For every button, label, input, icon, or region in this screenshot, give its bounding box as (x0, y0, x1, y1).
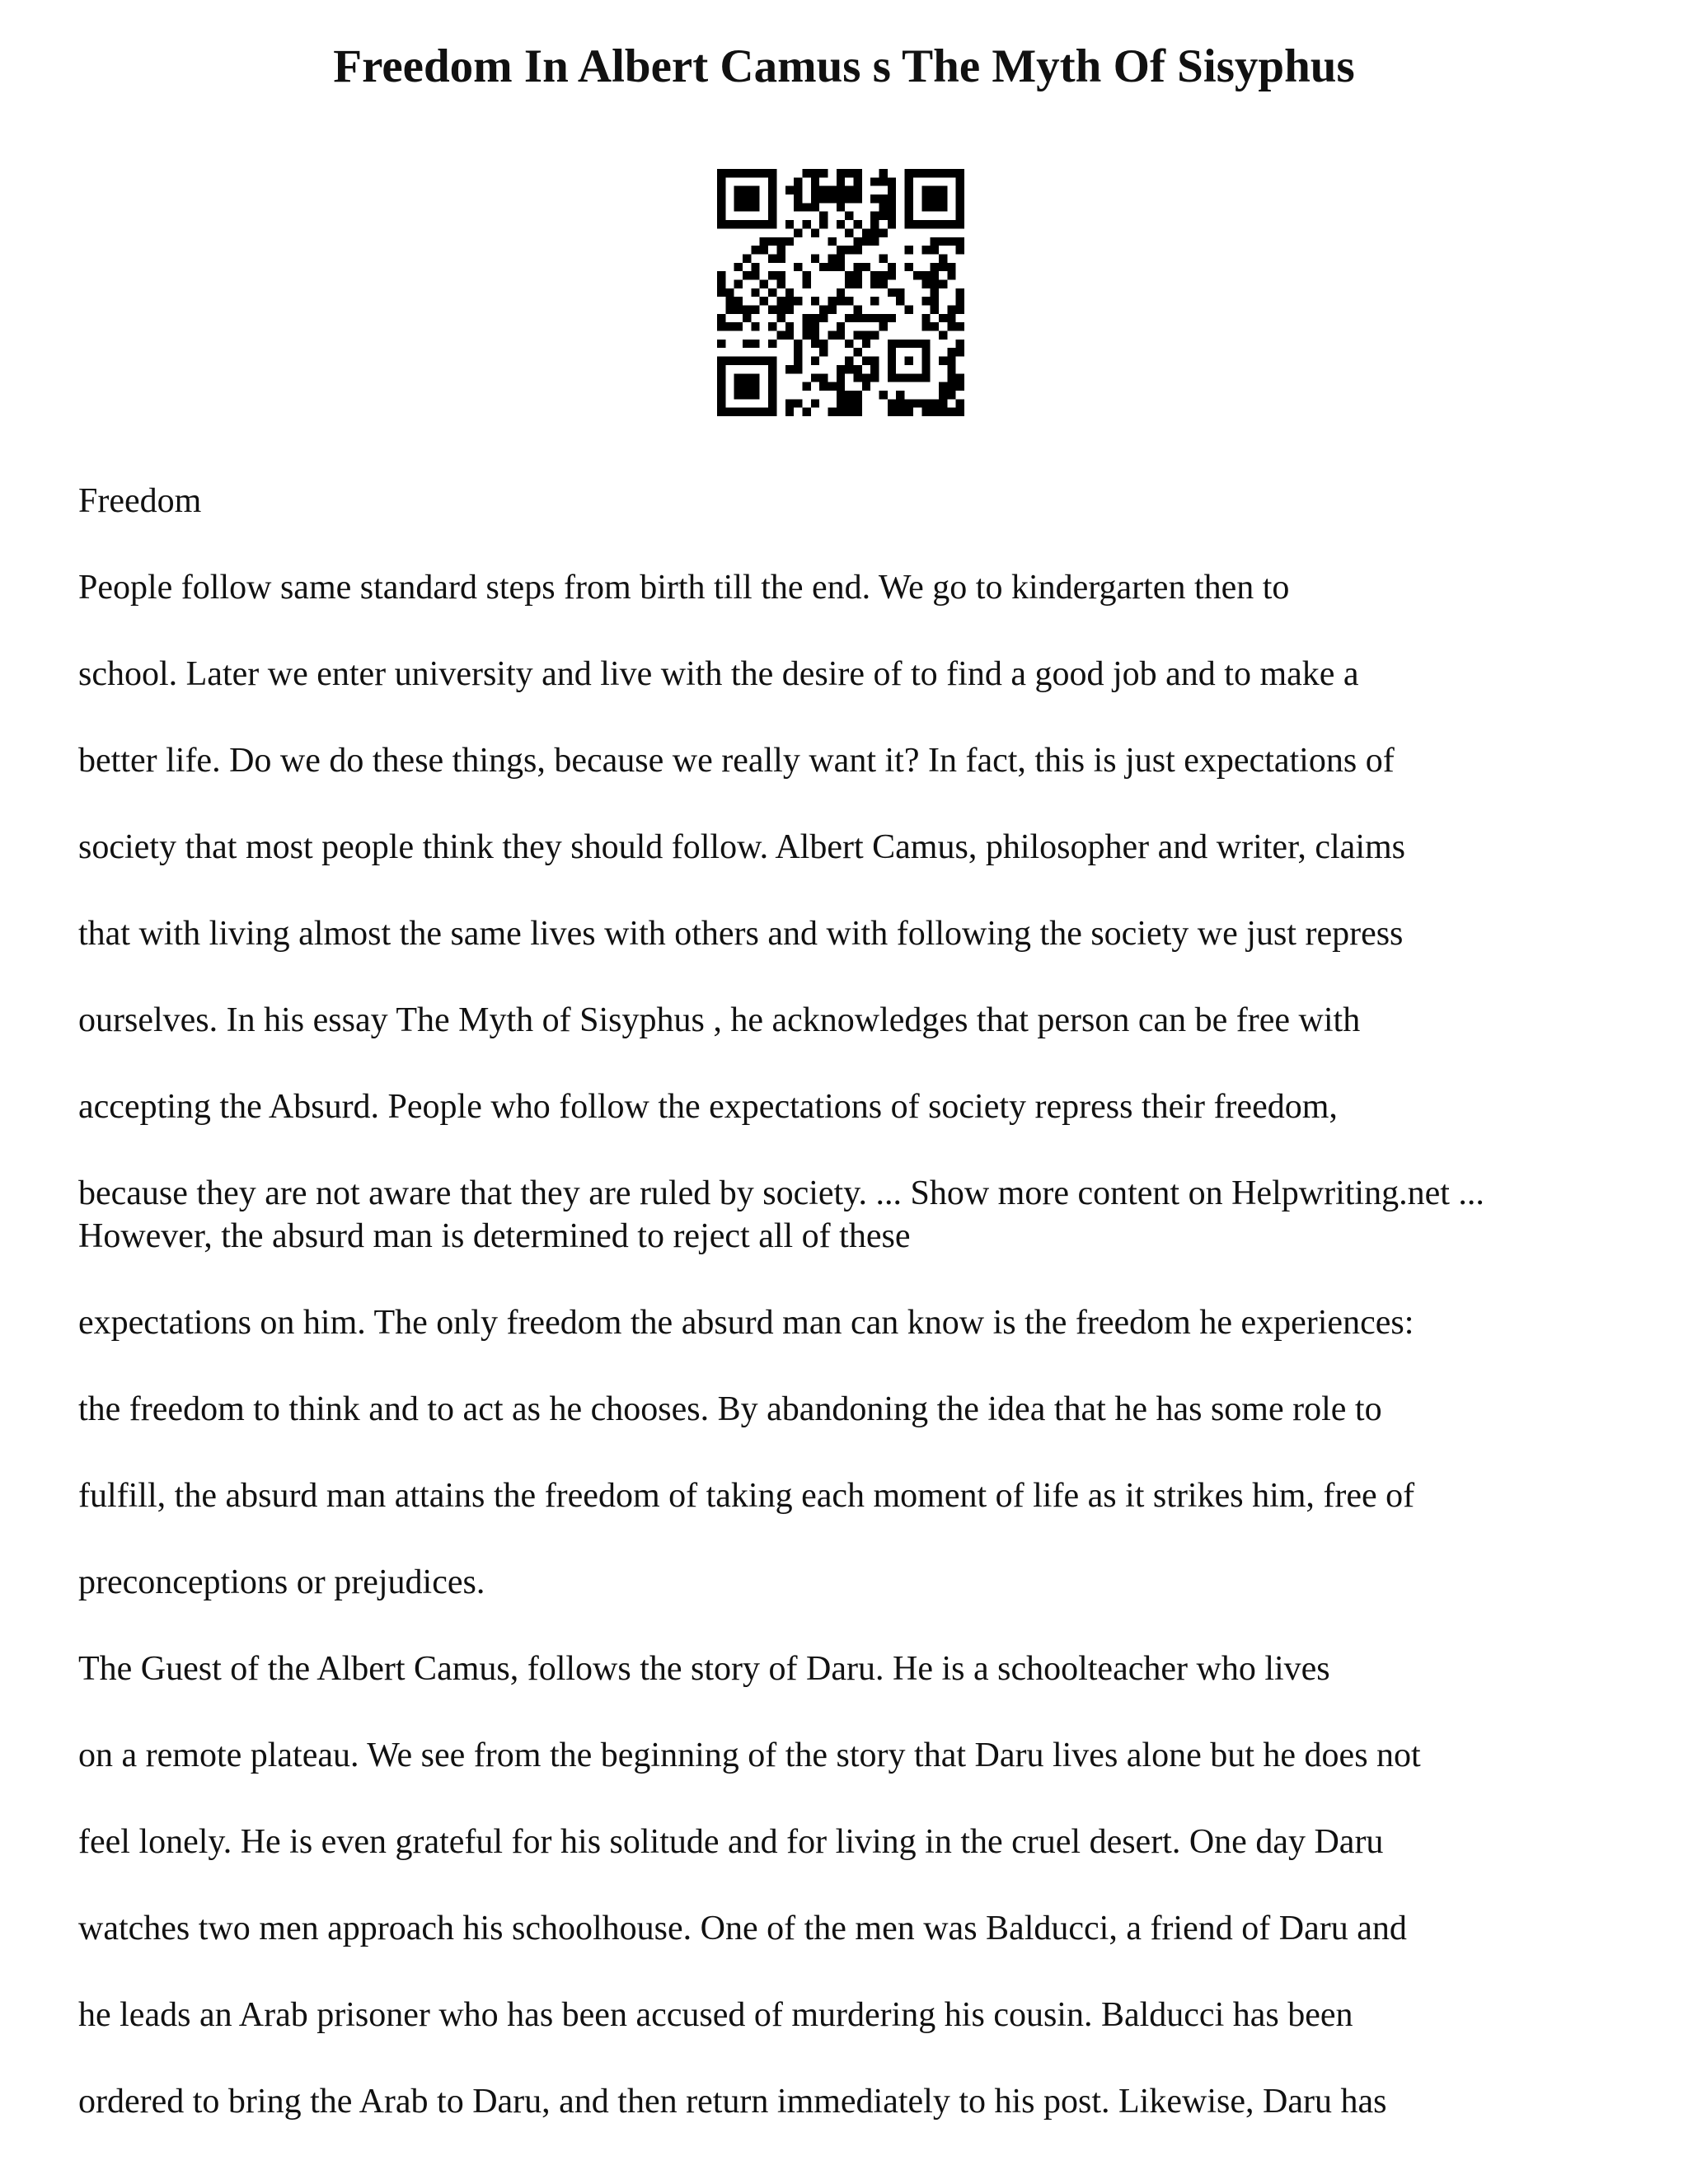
body-text-line: fulfill, the absurd man attains the freedom of taking each moment of life as it strikes him, free of (78, 1477, 1415, 1515)
body-text-line: school. Later we enter university and live with the desire of to find a good job and to make a (78, 655, 1359, 693)
body-text-line: People follow same standard steps from birth till the end. We go to kindergarten then to (78, 569, 1290, 607)
body-text-line: the freedom to think and to act as he chooses. By abandoning the idea that he has some role to (78, 1390, 1382, 1428)
document-title: Freedom In Albert Camus s The Myth Of Sisyphus (333, 40, 1355, 92)
body-text-line: ourselves. In his essay The Myth of Sisyphus , he acknowledges that person can be free with (78, 1001, 1361, 1039)
body-text-line: ordered to bring the Arab to Daru, and then return immediately to his post. Likewise, Daru has (78, 2083, 1387, 2121)
body-text-line: society that most people think they should follow. Albert Camus, philosopher and writer, claims (78, 828, 1406, 866)
body-text-line: expectations on him. The only freedom the absurd man can know is the freedom he experiences: (78, 1304, 1414, 1342)
body-text-line: because they are not aware that they are ruled by society. ... Show more content on Helpwriting.net ... (78, 1174, 1484, 1212)
body-text-line: better life. Do we do these things, because we really want it? In fact, this is just expectations of (78, 742, 1395, 780)
body-text-line: that with living almost the same lives with others and with following the society we just repress (78, 915, 1404, 953)
body-text-line: However, the absurd man is determined to reject all of these (78, 1217, 911, 1255)
body-text-line: on a remote plateau. We see from the beginning of the story that Daru lives alone but he does not (78, 1736, 1421, 1774)
body-text-line: The Guest of the Albert Camus, follows the story of Daru. He is a schoolteacher who lives (78, 1650, 1330, 1688)
body-text-line: he leads an Arab prisoner who has been accused of murdering his cousin. Balducci has been (78, 1996, 1353, 2034)
body-text-line: feel lonely. He is even grateful for his solitude and for living in the cruel desert. One day Daru (78, 1823, 1384, 1861)
section-heading: Freedom (78, 482, 202, 520)
qr-code-icon (717, 169, 964, 416)
body-text-line: watches two men approach his schoolhouse. One of the men was Balducci, a friend of Daru and (78, 1910, 1407, 1947)
body-text-line: accepting the Absurd. People who follow the expectations of society repress their freedom, (78, 1088, 1338, 1126)
body-text-line: preconceptions or prejudices. (78, 1563, 485, 1601)
